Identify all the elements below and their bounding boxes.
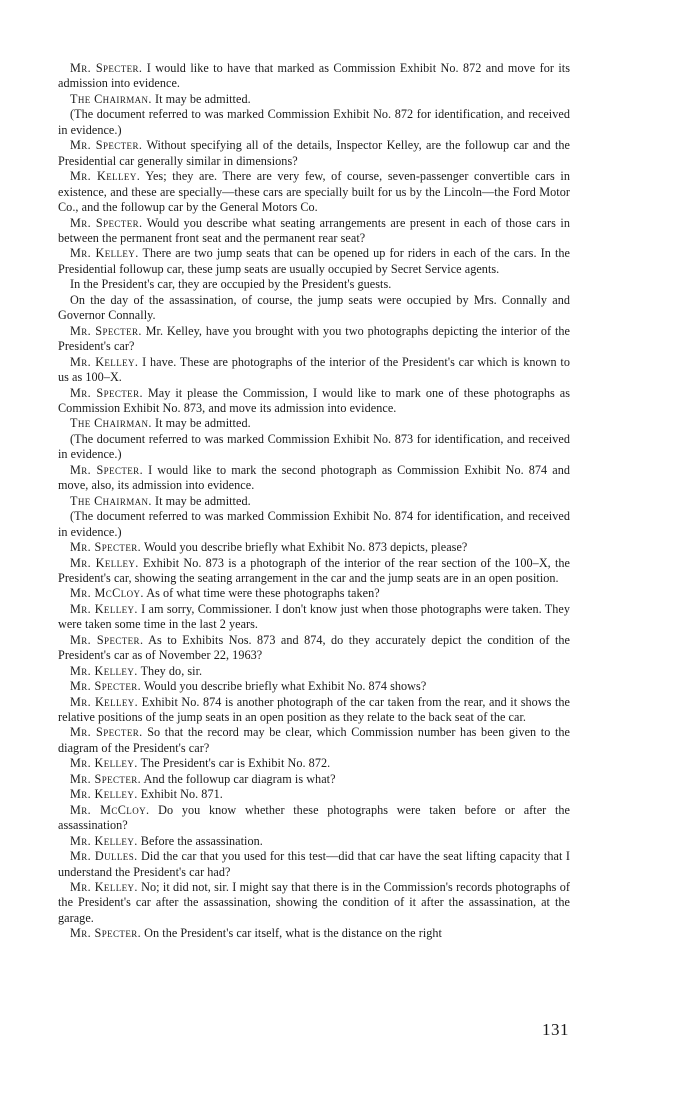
transcript-paragraph: [58, 679, 570, 694]
paragraph-text: No; it did not, sir. I might say that there is in the Commission's records photographs of the President's car after the assassination, showing the condition of it after the assassination, at the garage.: [58, 880, 570, 925]
paragraph-text: Yes; they are. There are very few, of course, seven-passenger convertible cars in existence, and these are specially—these cars are specially built for us by the Lincoln—the Ford Motor Co., and the followup car by the General Motors Co.: [58, 169, 570, 215]
transcript-paragraph: [58, 926, 570, 941]
paragraph-text: (The document referred to was marked Commission Exhibit No. 872 for identification, and received in evidence.): [58, 107, 570, 137]
speaker-name: Mr. McCloy.: [70, 802, 150, 817]
speaker-name: Mr. Specter.: [70, 771, 142, 786]
speaker-name: Mr. Kelley.: [70, 694, 139, 709]
speaker-name: Mr. Specter.: [70, 926, 142, 941]
paragraph-text: Exhibit No. 871.: [140, 787, 223, 802]
paragraph-text: I have. These are photographs of the interior of the President's car which is known to us as 100–X.: [58, 354, 570, 385]
transcript-paragraph: [58, 880, 570, 926]
speaker-name: Mr. Kelley.: [70, 601, 138, 616]
transcript-paragraph: [58, 386, 570, 417]
speaker-name: Mr. Kelley.: [70, 169, 141, 184]
paragraph-text: I would like to have that marked as Commission Exhibit No. 872 and move for its admission into evidence.: [58, 61, 570, 91]
paragraph-text: Before the assassination.: [140, 833, 263, 848]
paragraph-text: It may be admitted.: [154, 91, 251, 106]
paragraph-text: It may be admitted.: [154, 416, 251, 431]
transcript-paragraph: [58, 834, 570, 849]
transcript-paragraph: [58, 61, 570, 92]
transcript-paragraph: [58, 725, 570, 756]
speaker-name: Mr. McCloy.: [70, 586, 144, 601]
transcript-paragraph: [58, 509, 570, 540]
paragraph-text: There are two jump seats that can be opened up for riders in each of the cars. In the Presidential followup car, these jump seats are usually occupied by Secret Service agents.: [58, 246, 571, 276]
speaker-name: Mr. Specter.: [70, 138, 143, 153]
transcript-paragraph: [58, 416, 570, 431]
speaker-name: Mr. Dulles.: [70, 849, 138, 864]
speaker-name: Mr. Specter.: [70, 725, 143, 740]
transcript-paragraph: [58, 602, 570, 633]
transcript-page: [58, 61, 570, 942]
speaker-name: The Chairman.: [70, 493, 152, 508]
speaker-name: Mr. Kelley.: [70, 880, 138, 895]
paragraph-text: I would like to mark the second photograph as Commission Exhibit No. 874 and move, also, its admission into evidence.: [58, 462, 570, 493]
paragraph-text: Exhibit No. 873 is a photograph of the interior of the rear section of the 100–X, the President's car, showing the seating arrangement in the car and the jump seats are in an open position.: [58, 555, 570, 585]
speaker-name: Mr. Specter.: [70, 632, 144, 647]
paragraph-text: (The document referred to was marked Commission Exhibit No. 874 for identification, and received in evidence.): [58, 509, 570, 539]
transcript-paragraph: [58, 169, 570, 215]
transcript-paragraph: [58, 664, 570, 679]
paragraph-text: Exhibit No. 874 is another photograph of the car taken from the rear, and it shows the relative positions of the jump seats in an open position as they relate to the back seat of the car.: [58, 694, 570, 725]
transcript-paragraph: [58, 756, 570, 771]
transcript-paragraph: [58, 355, 570, 386]
paragraph-text: Without specifying all of the details, Inspector Kelley, are the followup car and the Presidential car generally similar in dimensions?: [58, 138, 570, 168]
speaker-name: Mr. Specter.: [70, 540, 142, 555]
transcript-paragraph: [58, 633, 570, 664]
paragraph-text: (The document referred to was marked Commission Exhibit No. 873 for identification, and received in evidence.): [58, 431, 570, 462]
paragraph-text: Did the car that you used for this test—did that car have the seat lifting capacity that I understand the President's car had?: [58, 849, 570, 879]
speaker-name: Mr. Specter.: [70, 679, 142, 694]
transcript-paragraph: [58, 277, 570, 292]
transcript-paragraph: [58, 849, 570, 880]
speaker-name: Mr. Kelley.: [70, 833, 138, 848]
transcript-paragraph: [58, 432, 570, 463]
transcript-paragraph: [58, 494, 570, 509]
speaker-name: Mr. Specter.: [70, 323, 142, 338]
paragraph-text: As to Exhibits Nos. 873 and 874, do they accurately depict the condition of the President's car as of November 22, 1963?: [58, 632, 570, 663]
paragraph-text: I am sorry, Commissioner. I don't know just when those photographs were taken. They were taken some time in the last 2 years.: [58, 601, 570, 632]
transcript-paragraph: [58, 246, 570, 277]
paragraph-text: On the day of the assassination, of course, the jump seats were occupied by Mrs. Connally and Governor Connally.: [58, 292, 570, 323]
paragraph-text: They do, sir.: [140, 663, 203, 678]
paragraph-text: Do you know whether these photographs were taken before or after the assassination?: [58, 802, 570, 833]
paragraph-text: In the President's car, they are occupied by the President's guests.: [70, 277, 392, 292]
paragraph-text: Would you describe what seating arrangements are present in each of those cars in between the permanent front seat and the permanent rear seat?: [58, 215, 570, 245]
transcript-paragraph: [58, 463, 570, 494]
speaker-name: Mr. Kelley.: [70, 246, 139, 261]
transcript-paragraph: [58, 216, 570, 247]
speaker-name: Mr. Specter.: [70, 215, 143, 230]
paragraph-text: On the President's car itself, what is the distance on the right: [144, 926, 442, 941]
speaker-name: Mr. Specter.: [70, 462, 144, 477]
speaker-name: Mr. Kelley.: [70, 756, 138, 771]
transcript-paragraph: [58, 92, 570, 107]
transcript-body: [58, 61, 570, 942]
page-number: 131: [542, 1020, 569, 1039]
speaker-name: Mr. Kelley.: [70, 555, 139, 570]
paragraph-text: And the followup car diagram is what?: [143, 771, 336, 786]
transcript-paragraph: [58, 803, 570, 834]
speaker-name: Mr. Specter.: [70, 385, 143, 400]
paragraph-text: It may be admitted.: [154, 493, 251, 508]
speaker-name: The Chairman.: [70, 91, 152, 106]
transcript-paragraph: [58, 556, 570, 587]
speaker-name: Mr. Specter.: [70, 61, 143, 75]
transcript-paragraph: [58, 787, 570, 802]
paragraph-text: So that the record may be clear, which Commission number has been given to the diagram of the President's car?: [58, 725, 571, 755]
paragraph-text: Would you describe briefly what Exhibit No. 874 shows?: [143, 679, 427, 694]
transcript-paragraph: [58, 772, 570, 787]
transcript-paragraph: [58, 586, 570, 601]
transcript-paragraph: [58, 324, 570, 355]
paragraph-text: May it please the Commission, I would like to mark one of these photographs as Commission Exhibit No. 873, and move its admission into evidence.: [58, 385, 570, 415]
transcript-paragraph: [58, 138, 570, 169]
transcript-paragraph: [58, 293, 570, 324]
paragraph-text: As of what time were these photographs taken?: [146, 586, 380, 601]
transcript-paragraph: [58, 540, 570, 555]
paragraph-text: The President's car is Exhibit No. 872.: [140, 756, 331, 771]
transcript-paragraph: [58, 107, 570, 138]
paragraph-text: Would you describe briefly what Exhibit No. 873 depicts, please?: [143, 540, 468, 555]
paragraph-text: Mr. Kelley, have you brought with you two photographs depicting the interior of the President's car?: [58, 323, 571, 354]
speaker-name: Mr. Kelley.: [70, 663, 138, 678]
transcript-paragraph: [58, 695, 570, 726]
speaker-name: Mr. Kelley.: [70, 354, 139, 369]
speaker-name: Mr. Kelley.: [70, 787, 138, 802]
speaker-name: The Chairman.: [70, 416, 152, 431]
